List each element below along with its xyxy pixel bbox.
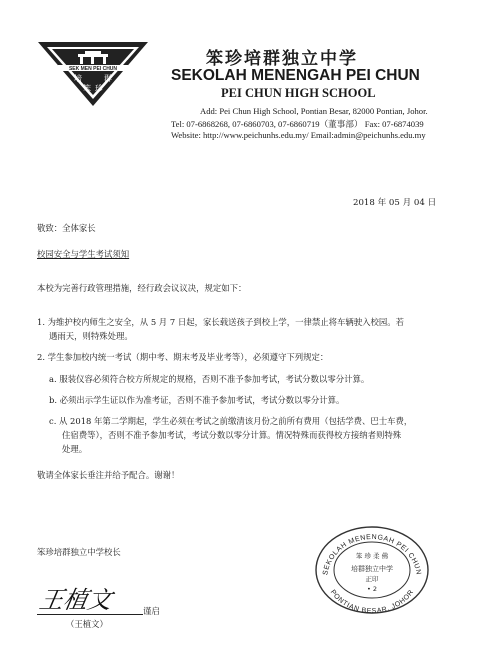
letter-subject: 校园安全与学生考试须知 xyxy=(37,249,130,259)
item-2b: b. 必须出示学生证以作为准考证，否则不准予参加考试，考试分数以零分计算。 xyxy=(49,395,345,405)
item-2: 2. 学生参加校内统一考试（期中考、期末考及毕业考等），必须遵守下列规定： xyxy=(37,352,329,362)
item-2c: c. 从 2018 年第二学期起，学生必须在考试之前缴清该月份之前所有费用（包括学费、巴士车费， xyxy=(49,416,413,426)
salutation: 敬致：全体家长 xyxy=(37,223,96,233)
logo-text: SEK MEN PEI CHUN xyxy=(68,66,118,72)
school-logo xyxy=(36,38,150,108)
logo-char: 群 xyxy=(104,74,112,83)
seal-inner-line: 正印 xyxy=(365,575,379,583)
item-2c-cont: 处理。 xyxy=(62,444,88,454)
item-1: 1. 为维护校内师生之安全，从 5 月 7 日起，家长载送孩子到校上学，一律禁止将车辆驶入校园。若 xyxy=(37,317,404,327)
signature-line xyxy=(37,614,143,615)
seal-inner-line: 培群独立中学 xyxy=(351,565,393,573)
school-web-email: Website: http://www.peichunhs.edu.my/ Email:admin@peichunhs.edu.my xyxy=(171,130,426,140)
school-tel-fax: Tel: 07-6868268, 07-6860703, 07-6860719（董事部） Fax: 07-6874039 xyxy=(171,119,424,129)
seal-inner-line: 笨 珍 柔 佛 xyxy=(355,552,389,560)
intro-text: 本校为完善行政管理措施，经行政会议议决，规定如下： xyxy=(37,283,247,293)
seal-text-top: SEKOLAH MENENGAH PEI CHUN xyxy=(322,533,422,576)
signature: 王植文 xyxy=(37,586,115,614)
letter-date: 2018 年 05 月 04 日 xyxy=(353,198,437,208)
school-name-en: PEI CHUN HIGH SCHOOL xyxy=(221,86,376,100)
seal-inner-line: • 2 xyxy=(366,585,378,593)
school-seal xyxy=(313,517,431,615)
closing-text: 敬请全体家长垂注并给予配合。谢谢！ xyxy=(37,470,180,480)
school-name-cn: 笨珍培群独立中学 xyxy=(206,49,358,69)
signer-title: 笨珍培群独立中学校长 xyxy=(37,547,121,557)
logo-char: 培 xyxy=(74,74,82,83)
school-name-ms: SEKOLAH MENENGAH PEI CHUN xyxy=(171,67,420,84)
item-2c-cont: 住宿费等），否则不准予参加考试，考试分数以零分计算。情况特殊而获得校方接纳者则特殊 xyxy=(62,430,402,440)
logo-char: 笨 xyxy=(83,84,91,93)
sign-off: 谨启 xyxy=(143,606,160,616)
item-1-cont: 遇雨天，则特殊处理。 xyxy=(49,331,133,341)
seal-text-bottom: PONTIAN BESAR, JOHOR xyxy=(328,588,416,615)
logo-char: 珍 xyxy=(95,84,103,93)
school-address: Add: Pei Chun High School, Pontian Besar, 82000 Pontian, Johor. xyxy=(200,106,428,116)
signer-name: （王植文） xyxy=(66,619,108,629)
item-2a: a. 服装仪容必须符合校方所规定的规格，否则不准予参加考试，考试分数以零分计算。 xyxy=(49,374,370,384)
